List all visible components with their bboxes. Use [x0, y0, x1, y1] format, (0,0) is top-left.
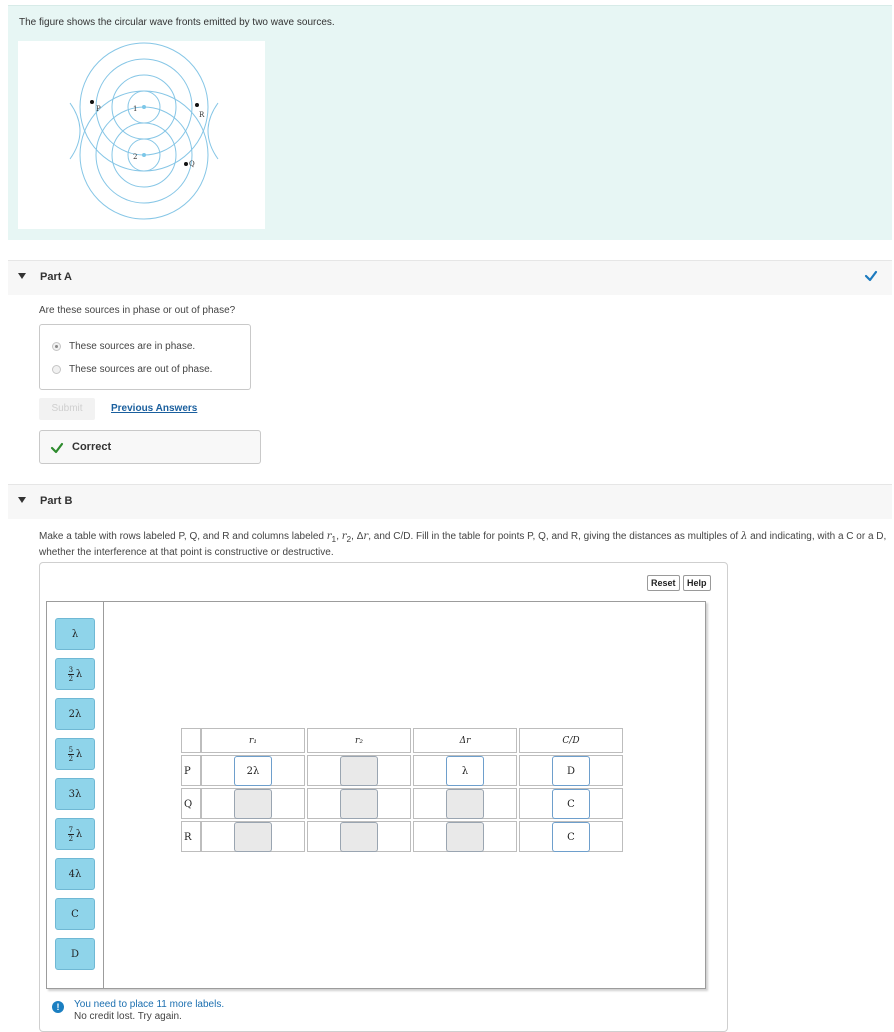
column-header-col-r1: r₁ [201, 728, 305, 753]
radio-out-of-phase[interactable] [52, 365, 61, 374]
option-in-phase[interactable] [52, 341, 195, 352]
submit-button[interactable]: Submit [39, 398, 95, 420]
answer-options [39, 324, 251, 390]
table-cell [519, 755, 623, 786]
help-button[interactable]: Help [683, 575, 711, 591]
status-line-1: You need to place 11 more labels. [74, 999, 225, 1010]
table-cell [413, 821, 517, 852]
palette-label-tile[interactable]: $\frac{7}{2}$ λ [55, 818, 95, 850]
palette-label-tile[interactable]: $\frac{3}{2}$ λ [55, 658, 95, 690]
wave-fronts-diagram [18, 41, 265, 229]
correct-check-icon [50, 441, 64, 455]
wave-figure [18, 41, 265, 229]
source-2-label: 2 [133, 153, 138, 161]
option-in-phase-label: These sources are in phase. [69, 341, 196, 352]
previous-answers-link[interactable]: Previous Answers [111, 403, 198, 414]
point-r-label: R [199, 111, 205, 119]
table-cell [307, 755, 411, 786]
reset-button[interactable]: Reset [647, 575, 680, 591]
drop-target[interactable] [340, 789, 378, 819]
drop-target[interactable] [340, 822, 378, 852]
placed-label[interactable]: 2λ [234, 756, 272, 786]
table-cell [201, 821, 305, 852]
table-cell [201, 788, 305, 819]
point-q [184, 162, 188, 166]
table-cell [201, 755, 305, 786]
collapse-triangle-icon[interactable] [18, 273, 26, 279]
labeling-workspace [39, 562, 728, 1032]
point-p [90, 100, 94, 104]
palette-label-tile[interactable]: 3λ [55, 778, 95, 810]
part-b-description: Make a table with rows labeled P, Q, and R and columns labeled $r_1$, $r_2$, Δr, and C/D. Fill in the table for points P, Q, and R, giving the distances as multiples of λ and indicating, with a C or a D, whether the interference at that point is constructive or destructive. [39, 531, 887, 558]
collapse-triangle-icon[interactable] [18, 497, 26, 503]
part-a-header[interactable] [8, 260, 892, 295]
column-header-col-r2: r₂ [307, 728, 411, 753]
row-label: R [181, 821, 201, 852]
alert-icon: ! [52, 1001, 64, 1013]
table-cell [307, 821, 411, 852]
placed-label[interactable]: C [552, 789, 590, 819]
checkmark-icon [864, 269, 878, 283]
table-cell [519, 821, 623, 852]
problem-intro [8, 5, 892, 240]
palette-label-tile[interactable]: $\frac{5}{2}$ λ [55, 738, 95, 770]
part-b-title: Part B [40, 495, 73, 507]
part-a-title: Part A [40, 271, 72, 283]
feedback-box [39, 430, 261, 464]
table-cell [307, 788, 411, 819]
point-r [195, 103, 199, 107]
column-header-col-cd: C/D [519, 728, 623, 753]
row-label: P [181, 755, 201, 786]
intro-text: The figure shows the circular wave fronts emitted by two wave sources. [19, 17, 335, 28]
palette-label-tile[interactable]: λ [55, 618, 95, 650]
feedback-label: Correct [72, 441, 112, 453]
drop-target[interactable] [446, 789, 484, 819]
placed-label[interactable]: C [552, 822, 590, 852]
placed-label[interactable]: D [552, 756, 590, 786]
table-cell [519, 788, 623, 819]
corner-cell [181, 728, 201, 753]
drop-target[interactable] [446, 822, 484, 852]
part-b-header[interactable] [8, 484, 892, 519]
status-line-2: No credit lost. Try again. [74, 1011, 182, 1022]
palette-label-tile[interactable]: C [55, 898, 95, 930]
row-label: Q [181, 788, 201, 819]
placed-label[interactable]: λ [446, 756, 484, 786]
drag-canvas [46, 601, 706, 989]
label-palette [47, 602, 104, 988]
table-cell [413, 755, 517, 786]
option-out-of-phase-label: These sources are out of phase. [69, 364, 213, 375]
palette-label-tile[interactable]: D [55, 938, 95, 970]
option-out-of-phase[interactable] [52, 364, 212, 375]
palette-label-tile[interactable]: 2λ [55, 698, 95, 730]
point-p-label: P [96, 105, 101, 113]
radio-in-phase[interactable] [52, 342, 61, 351]
drop-target[interactable] [234, 822, 272, 852]
column-header-col-delta-r: Δr [413, 728, 517, 753]
part-a-question: Are these sources in phase or out of phase? [39, 305, 236, 316]
source-1-label: 1 [133, 105, 138, 113]
drop-target[interactable] [234, 789, 272, 819]
drop-target[interactable] [340, 756, 378, 786]
table-cell [413, 788, 517, 819]
point-q-label: Q [189, 160, 195, 168]
palette-label-tile[interactable]: 4λ [55, 858, 95, 890]
